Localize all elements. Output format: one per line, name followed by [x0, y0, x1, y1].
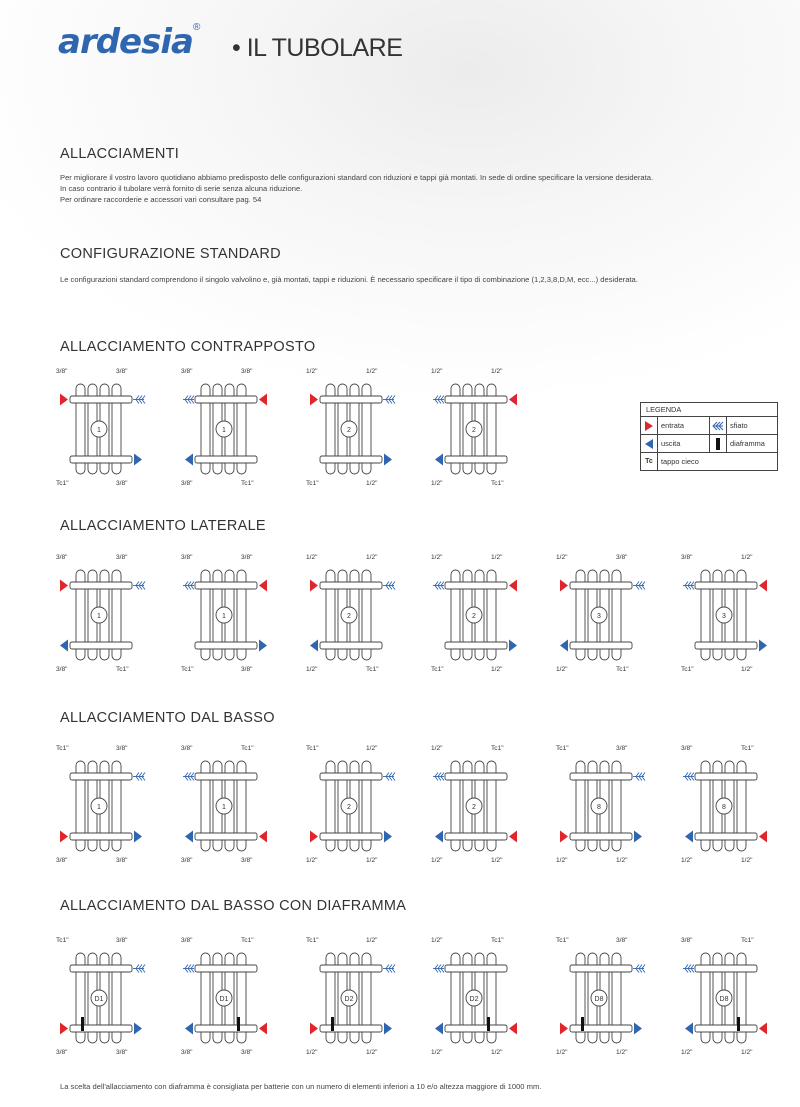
fitting-label: 3/8" [681, 745, 693, 752]
fitting-label: Tc1" [56, 937, 69, 944]
fitting-label: Tc1" [556, 745, 569, 752]
connection-diagram [552, 937, 650, 1062]
connection-diagram [677, 937, 775, 1062]
radiator-icon [427, 378, 525, 478]
connection-diagram [177, 554, 275, 679]
radiator-icon [302, 755, 400, 855]
config-code: 1 [97, 804, 101, 811]
footer-note: La scelta dell'allacciamento con diaframma è consigliata per batterie con un numero di elementi inferiori a 10 e/o altezza maggiore di 1000 mm. [60, 1082, 542, 1091]
fitting-label: 3/8" [616, 554, 628, 561]
legend-diaframma: diaframma [730, 439, 765, 448]
fitting-label: 1/2" [306, 368, 318, 375]
fitting-label: Tc1" [681, 666, 694, 673]
fitting-label: 3/8" [681, 554, 693, 561]
radiator-icon [677, 755, 775, 855]
radiator-icon [177, 378, 275, 478]
config-code: D1 [94, 996, 104, 1003]
connection-diagram [677, 554, 775, 679]
fitting-label: Tc1" [741, 937, 754, 944]
fitting-label: 1/2" [306, 857, 318, 864]
config-code: 3 [597, 613, 601, 620]
radiator-icon [552, 755, 650, 855]
radiator-icon [552, 947, 650, 1047]
legend-row [641, 417, 777, 435]
fitting-label: 1/2" [556, 1049, 568, 1056]
config-code: D8 [594, 996, 604, 1003]
logo-text: ardesia [58, 22, 193, 62]
radiator-icon [52, 755, 150, 855]
connection-diagram [177, 368, 275, 493]
legend-tappo: tappo cieco [661, 457, 699, 466]
fitting-label: 1/2" [431, 554, 443, 561]
connection-diagram [552, 745, 650, 870]
fitting-label: 3/8" [116, 554, 128, 561]
config-code: 8 [597, 804, 601, 811]
fitting-label: 1/2" [616, 857, 628, 864]
connection-diagram [427, 937, 525, 1062]
fitting-label: 1/2" [741, 666, 753, 673]
fitting-label: Tc1" [491, 937, 504, 944]
fitting-label: 1/2" [556, 666, 568, 673]
section-title-contrapposto: ALLACCIAMENTO CONTRAPPOSTO [60, 339, 316, 355]
radiator-icon [302, 947, 400, 1047]
section-title-configurazione: CONFIGURAZIONE STANDARD [60, 246, 281, 262]
fitting-label: 1/2" [741, 857, 753, 864]
fitting-label: 3/8" [181, 745, 193, 752]
fitting-label: 1/2" [681, 1049, 693, 1056]
fitting-label: 1/2" [431, 480, 443, 487]
entrata-arrow-icon [641, 417, 658, 434]
title-bullet: • [232, 34, 241, 62]
fitting-label: 1/2" [741, 554, 753, 561]
fitting-label: Tc1" [616, 666, 629, 673]
connection-diagram [52, 368, 150, 493]
fitting-label: 1/2" [366, 857, 378, 864]
connection-diagram [677, 745, 775, 870]
connection-diagram [52, 745, 150, 870]
fitting-label: 3/8" [616, 937, 628, 944]
fitting-label: 3/8" [56, 554, 68, 561]
legend-title: LEGENDA [641, 403, 777, 417]
fitting-label: 3/8" [241, 368, 253, 375]
fitting-label: 3/8" [241, 666, 253, 673]
fitting-label: 3/8" [116, 857, 128, 864]
config-code: 2 [347, 804, 351, 811]
fitting-label: 1/2" [306, 666, 318, 673]
section-title-laterale: ALLACCIAMENTO LATERALE [60, 518, 266, 534]
connection-diagram [302, 368, 400, 493]
fitting-label: 1/2" [431, 1049, 443, 1056]
radiator-icon [52, 947, 150, 1047]
fitting-label: 3/8" [181, 857, 193, 864]
fitting-label: 3/8" [681, 937, 693, 944]
config-code: 2 [472, 613, 476, 620]
config-code: 1 [222, 804, 226, 811]
fitting-label: 3/8" [116, 937, 128, 944]
fitting-label: 1/2" [556, 857, 568, 864]
fitting-label: 3/8" [116, 745, 128, 752]
connection-diagram [427, 554, 525, 679]
uscita-arrow-icon [641, 435, 658, 452]
fitting-label: 3/8" [116, 368, 128, 375]
diaframma-icon [710, 435, 727, 452]
allacciamenti-line-3: Per ordinare raccorderie e accessori vari consultare pag. 54 [60, 195, 262, 204]
legend-box [640, 402, 778, 471]
fitting-label: 1/2" [366, 554, 378, 561]
allacciamenti-line-2: In caso contrario il tubolare verrà fornito di serie senza alcuna riduzione. [60, 184, 303, 193]
connection-diagram [177, 745, 275, 870]
fitting-label: 1/2" [491, 1049, 503, 1056]
fitting-label: 1/2" [616, 1049, 628, 1056]
allacciamenti-text [60, 172, 760, 205]
brand-logo [58, 22, 200, 62]
config-code: 2 [472, 427, 476, 434]
radiator-icon [52, 378, 150, 478]
radiator-icon [177, 947, 275, 1047]
fitting-label: Tc1" [241, 745, 254, 752]
fitting-label: Tc1" [366, 666, 379, 673]
radiator-icon [302, 564, 400, 664]
fitting-label: 3/8" [56, 1049, 68, 1056]
fitting-label: 1/2" [491, 554, 503, 561]
connection-diagram [52, 937, 150, 1062]
radiator-icon [427, 755, 525, 855]
fitting-label: 1/2" [491, 857, 503, 864]
fitting-label: 1/2" [306, 1049, 318, 1056]
fitting-label: 3/8" [241, 1049, 253, 1056]
radiator-icon [427, 564, 525, 664]
fitting-label: Tc1" [56, 480, 69, 487]
fitting-label: 1/2" [491, 368, 503, 375]
fitting-label: 1/2" [556, 554, 568, 561]
legend-sfiato: sfiato [730, 421, 748, 430]
fitting-label: 1/2" [681, 857, 693, 864]
fitting-label: Tc1" [306, 937, 319, 944]
fitting-label: 3/8" [616, 745, 628, 752]
fitting-label: 1/2" [366, 745, 378, 752]
config-code: 1 [222, 427, 226, 434]
fitting-label: Tc1" [181, 666, 194, 673]
connection-diagram [302, 937, 400, 1062]
fitting-label: Tc1" [556, 937, 569, 944]
fitting-label: 3/8" [56, 857, 68, 864]
fitting-label: Tc1" [491, 480, 504, 487]
fitting-label: 3/8" [181, 1049, 193, 1056]
legend-row [641, 435, 777, 453]
fitting-label: 1/2" [431, 857, 443, 864]
connection-diagram [177, 937, 275, 1062]
connection-diagram [427, 368, 525, 493]
tappo-cieco-icon: Tc [641, 453, 658, 470]
fitting-label: Tc1" [306, 480, 319, 487]
section-title-diaframma: ALLACCIAMENTO DAL BASSO CON DIAFRAMMA [60, 898, 407, 914]
sfiato-arrow-icon [710, 417, 727, 434]
fitting-label: 1/2" [366, 480, 378, 487]
radiator-icon [177, 564, 275, 664]
fitting-label: Tc1" [241, 480, 254, 487]
fitting-label: Tc1" [741, 745, 754, 752]
fitting-label: 3/8" [116, 480, 128, 487]
config-code: 1 [97, 613, 101, 620]
config-code: 2 [472, 804, 476, 811]
connection-diagram [552, 554, 650, 679]
fitting-label: 3/8" [181, 368, 193, 375]
radiator-icon [677, 564, 775, 664]
fitting-label: Tc1" [431, 666, 444, 673]
fitting-label: 3/8" [56, 666, 68, 673]
fitting-label: 3/8" [241, 554, 253, 561]
fitting-label: 1/2" [366, 937, 378, 944]
config-code: D8 [719, 996, 729, 1003]
connection-diagram [427, 745, 525, 870]
fitting-label: 1/2" [306, 554, 318, 561]
radiator-icon [427, 947, 525, 1047]
configurazione-text: Le configurazioni standard comprendono il singolo valvolino e, già montati, tappi e riduzioni. È necessario specificare il tipo di combinazione (1,2,3,8,D,M, ecc...) desiderata. [60, 275, 638, 284]
fitting-label: Tc1" [241, 937, 254, 944]
config-code: D2 [344, 996, 354, 1003]
radiator-icon [52, 564, 150, 664]
fitting-label: 3/8" [181, 937, 193, 944]
fitting-label: 3/8" [181, 554, 193, 561]
config-code: D1 [219, 996, 229, 1003]
config-code: 1 [97, 427, 101, 434]
config-code: D2 [469, 996, 479, 1003]
fitting-label: 3/8" [241, 857, 253, 864]
fitting-label: 3/8" [56, 368, 68, 375]
fitting-label: Tc1" [56, 745, 69, 752]
fitting-label: 1/2" [366, 368, 378, 375]
fitting-label: Tc1" [116, 666, 129, 673]
fitting-label: 3/8" [116, 1049, 128, 1056]
fitting-label: Tc1" [306, 745, 319, 752]
radiator-icon [177, 755, 275, 855]
radiator-icon [302, 378, 400, 478]
section-title-basso: ALLACCIAMENTO DAL BASSO [60, 710, 275, 726]
title-text: IL TUBOLARE [246, 34, 403, 62]
fitting-label: 1/2" [366, 1049, 378, 1056]
page-title [232, 34, 402, 63]
config-code: 2 [347, 613, 351, 620]
legend-row [641, 453, 777, 470]
connection-diagram [302, 554, 400, 679]
radiator-icon [552, 564, 650, 664]
config-code: 8 [722, 804, 726, 811]
registered-mark: ® [192, 22, 201, 33]
radiator-icon [677, 947, 775, 1047]
legend-uscita: uscita [661, 439, 681, 448]
allacciamenti-line-1: Per migliorare il vostro lavoro quotidiano abbiamo predisposto delle configurazioni standard con riduzioni e tappi già montati. In sede di ordine specificare la versione desiderata. [60, 173, 654, 182]
fitting-label: 1/2" [431, 937, 443, 944]
fitting-label: 1/2" [431, 745, 443, 752]
connection-diagram [302, 745, 400, 870]
fitting-label: 1/2" [491, 666, 503, 673]
config-code: 3 [722, 613, 726, 620]
legend-entrata: entrata [661, 421, 685, 430]
fitting-label: 1/2" [431, 368, 443, 375]
fitting-label: Tc1" [491, 745, 504, 752]
fitting-label: 3/8" [181, 480, 193, 487]
config-code: 1 [222, 613, 226, 620]
config-code: 2 [347, 427, 351, 434]
fitting-label: 1/2" [741, 1049, 753, 1056]
section-title-allacciamenti: ALLACCIAMENTI [60, 146, 180, 162]
connection-diagram [52, 554, 150, 679]
